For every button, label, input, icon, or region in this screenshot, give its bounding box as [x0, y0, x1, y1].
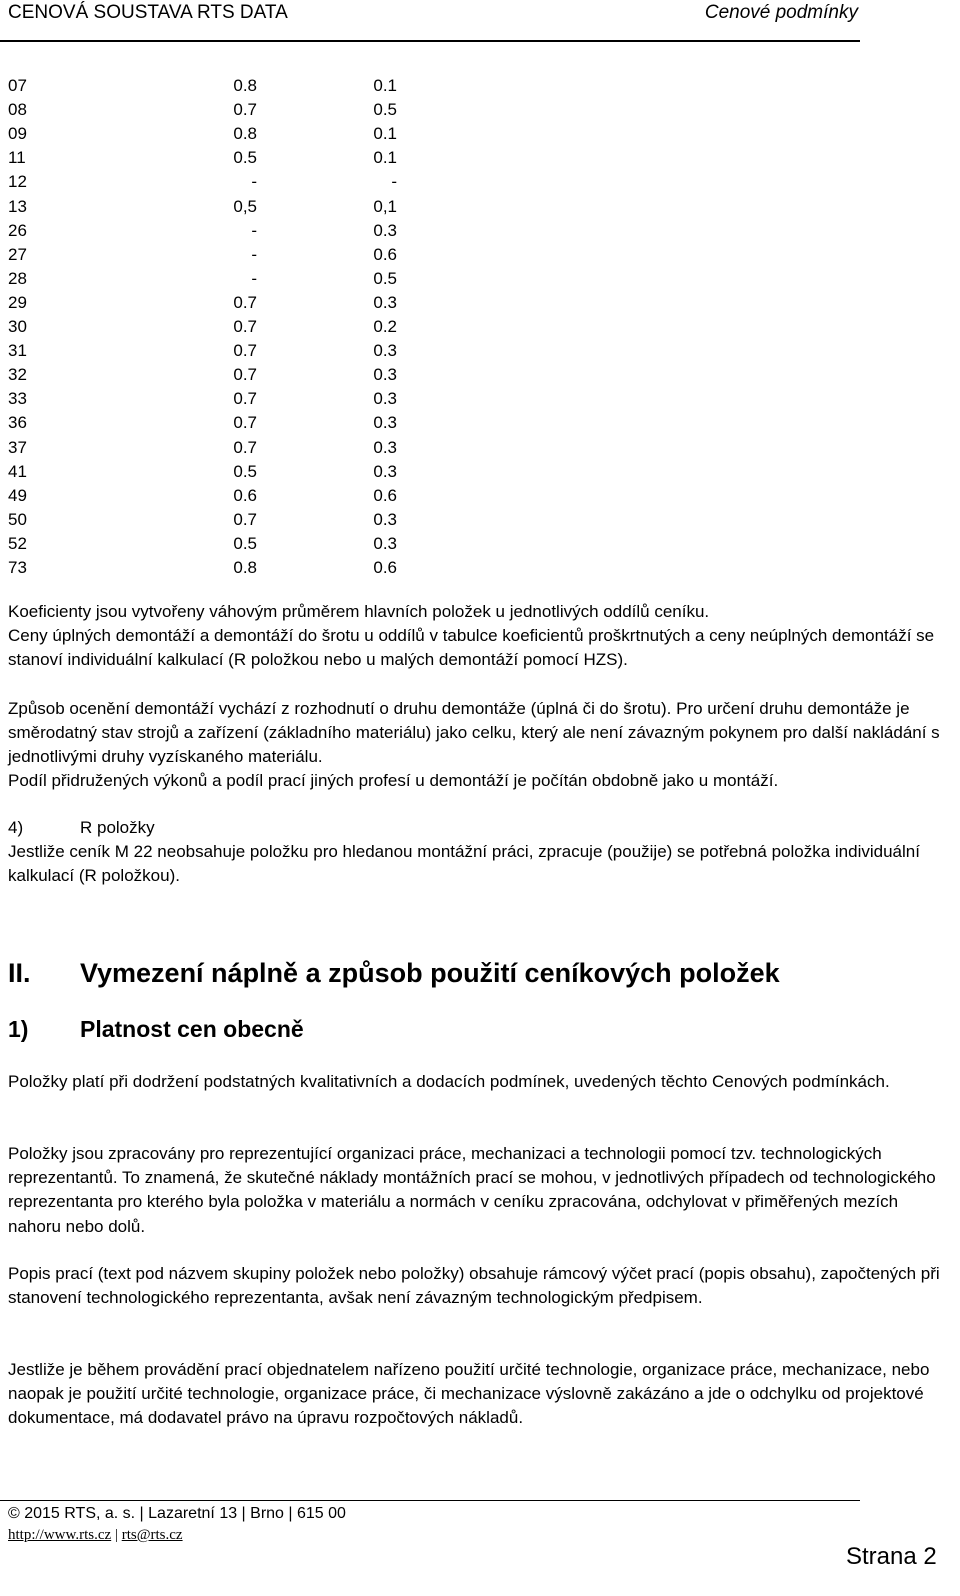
section-code-cell: 11 [8, 148, 26, 168]
paragraph-work-description: Popis prací (text pod názvem skupiny položek nebo položky) obsahuje rámcový výčet prací (popis obsahu), započtených při stanovení technologického reprezentanta, avšak není závazným technologickým předpisem. [8, 1264, 940, 1308]
coefficient-scrap-cell: 0.3 [373, 341, 397, 361]
coefficient-full-cell: - [251, 268, 257, 288]
subsection-number: 1) [8, 1016, 29, 1042]
section-code-cell: 41 [8, 461, 27, 481]
coefficient-full-cell: - [251, 172, 257, 192]
coefficient-scrap-cell: 0.1 [373, 148, 397, 168]
website-link[interactable]: http://www.rts.cz [8, 1527, 112, 1543]
section-code-cell: 32 [8, 365, 27, 385]
table-row [0, 98, 420, 122]
section-code-cell: 28 [8, 268, 27, 288]
coefficient-full-cell: 0.7 [233, 100, 257, 120]
table-row [0, 508, 420, 532]
section-code-cell: 09 [8, 124, 27, 144]
table-row [0, 243, 420, 267]
coefficient-scrap-cell: 0.6 [373, 244, 397, 264]
coefficient-full-cell: 0.7 [233, 413, 257, 433]
coefficient-scrap-cell: 0.1 [373, 76, 397, 95]
table-row [0, 387, 420, 411]
chapter-number: II. [8, 958, 31, 988]
coefficient-scrap-cell: 0,1 [373, 196, 397, 216]
coefficient-full-cell: 0.5 [233, 148, 257, 168]
coefficient-full-cell: 0.7 [233, 509, 257, 529]
header-divider [0, 40, 860, 42]
coefficient-full-cell: 0.5 [233, 533, 257, 553]
table-row [0, 484, 420, 508]
footer-link-separator: | [114, 1527, 118, 1543]
coefficient-scrap-cell: 0.3 [373, 461, 397, 481]
section-4-number: 4) [8, 818, 24, 837]
section-4-heading [0, 816, 960, 842]
paragraph-related-work: Podíl přidružených výkonů a podíl prací jiných profesí u demontáží je počítán obdobně jako u montáží. [8, 771, 779, 790]
paragraph-dismantling-prices: Ceny úplných demontáží a demontáží do šrotu u oddílů v tabulce koeficientů proškrtnutých a ceny neúplných demontáží se stanoví individuální kalkulací (R položkou nebo u malých demontáží pomocí HZS). [8, 626, 935, 670]
paragraph-representatives: Položky jsou zpracovány pro reprezentující organizaci práce, mechanizaci a technologii pomocí tzv. technologických reprezentantů. To znamená, že skutečné náklady montážních prací se mohou, v jednotlivých případech od technologického reprezentanta pro kterého byla položka v materiálu a normách v ceníku zpracována, odchylovat v přiměřených mezích nahoru nebo dolů. [8, 1144, 936, 1236]
table-row [0, 195, 420, 219]
section-code-cell: 26 [8, 220, 27, 240]
table-row [0, 532, 420, 556]
table-row [0, 74, 420, 98]
section-code-cell: 29 [8, 292, 27, 312]
section-code-cell: 52 [8, 533, 27, 553]
section-code-cell: 33 [8, 389, 27, 409]
coefficient-scrap-cell: 0.3 [373, 413, 397, 433]
table-row [0, 219, 420, 243]
paragraph-validity: Položky platí při dodržení podstatných kvalitativních a dodacích podmínek, uvedených těchto Cenových podmínkách. [8, 1072, 890, 1091]
coefficient-scrap-cell: 0.3 [373, 533, 397, 553]
section-code-cell: 12 [8, 172, 27, 192]
coefficient-scrap-cell: 0.3 [373, 292, 397, 312]
coefficient-scrap-cell: 0.3 [373, 509, 397, 529]
coefficient-full-cell: 0,5 [233, 196, 257, 216]
coefficient-scrap-cell: 0.6 [373, 558, 397, 577]
table-row [0, 339, 420, 363]
section-code-cell: 30 [8, 317, 27, 336]
paragraph-coefficients: Koeficienty jsou vytvořeny váhovým průměrem hlavních položek u jednotlivých oddílů ceníku. [8, 602, 710, 621]
coefficient-full-cell: 0.7 [233, 341, 257, 361]
section-code-cell: 49 [8, 485, 27, 505]
section-code-cell: 73 [8, 558, 27, 577]
section-code-cell: 31 [8, 341, 27, 361]
coefficient-full-cell: 0.7 [233, 365, 257, 385]
coefficient-scrap-cell: - [391, 172, 397, 192]
coefficient-scrap-cell: 0.5 [373, 268, 397, 288]
coefficient-full-cell: - [251, 244, 257, 264]
coefficient-full-cell: 0.7 [233, 389, 257, 409]
table-row [0, 291, 420, 315]
subsection-title: Platnost cen obecně [80, 1016, 304, 1042]
section-code-cell: 37 [8, 437, 27, 457]
table-row [0, 267, 420, 291]
header-right-title: Cenové podmínky [704, 2, 858, 23]
coefficient-full-cell: 0.8 [233, 124, 257, 144]
paragraph-dismantling-method: Způsob ocenění demontáží vychází z rozhodnutí o druhu demontáže (úplná či do šrotu). Pro určení druhu demontáže je směrodatný stav strojů a zařízení (základního materiálu) jako celku, který ale není závazným pokynem pro další nakládání s jednotlivými druhy vyzískaného materiálu. [8, 699, 940, 767]
coefficient-scrap-cell: 0.2 [373, 317, 397, 336]
coefficient-scrap-cell: 0.3 [373, 220, 397, 240]
header-left-title: CENOVÁ SOUSTAVA RTS DATA [8, 2, 288, 23]
table-row [0, 146, 420, 170]
coefficient-full-cell: 0.8 [233, 558, 257, 577]
section-code-cell: 08 [8, 100, 27, 120]
footer-address: © 2015 RTS, a. s. | Lazaretní 13 | Brno | 615 00 [8, 1505, 346, 1522]
subsection-heading [0, 1016, 960, 1048]
coefficient-scrap-cell: 0.6 [373, 485, 397, 505]
coefficient-scrap-cell: 0.5 [373, 100, 397, 120]
table-row [0, 315, 420, 339]
coefficient-full-cell: 0.8 [233, 76, 257, 95]
section-code-cell: 07 [8, 76, 27, 95]
coefficient-full-cell: 0.7 [233, 437, 257, 457]
coefficient-full-cell: 0.6 [233, 485, 257, 505]
footer-links [8, 1527, 183, 1544]
table-row [0, 460, 420, 484]
coefficient-full-cell: 0.7 [233, 317, 257, 336]
coefficient-scrap-cell: 0.3 [373, 437, 397, 457]
chapter-heading [0, 958, 960, 994]
section-code-cell: 27 [8, 244, 27, 264]
table-row [0, 170, 420, 194]
coefficient-scrap-cell: 0.3 [373, 365, 397, 385]
section-code-cell: 36 [8, 413, 27, 433]
coefficient-scrap-cell: 0.1 [373, 124, 397, 144]
table-row [0, 363, 420, 387]
coefficient-full-cell: 0.7 [233, 292, 257, 312]
table-row [0, 436, 420, 460]
coefficient-full-cell: 0.5 [233, 461, 257, 481]
chapter-title: Vymezení náplně a způsob použití ceníkových položek [80, 958, 780, 988]
page-number: Strana 2 [846, 1543, 937, 1570]
paragraph-technology-change: Jestliže je během provádění prací objednatelem nařízeno použití určité technologie, organizace práce, mechanizace, nebo naopak je použití určité technologie, organizace práce, či mechanizace výslovně zakázáno a jde o odchylku od projektové dokumentace, má dodavatel právo na úpravu rozpočtových nákladů. [8, 1360, 930, 1428]
section-4-text: Jestliže ceník M 22 neobsahuje položku pro hledanou montážní práci, zpracuje (použije) se potřebná položka individuální kalkulací (R položkou). [8, 842, 920, 886]
coefficient-full-cell: - [251, 220, 257, 240]
section-code-cell: 50 [8, 509, 27, 529]
table-row [0, 556, 420, 580]
coefficient-scrap-cell: 0.3 [373, 389, 397, 409]
section-code-cell: 13 [8, 196, 27, 216]
table-row [0, 122, 420, 146]
email-link[interactable]: rts@rts.cz [121, 1527, 183, 1543]
table-row [0, 411, 420, 435]
section-4-title: R položky [80, 818, 155, 837]
footer-divider [0, 1500, 860, 1501]
